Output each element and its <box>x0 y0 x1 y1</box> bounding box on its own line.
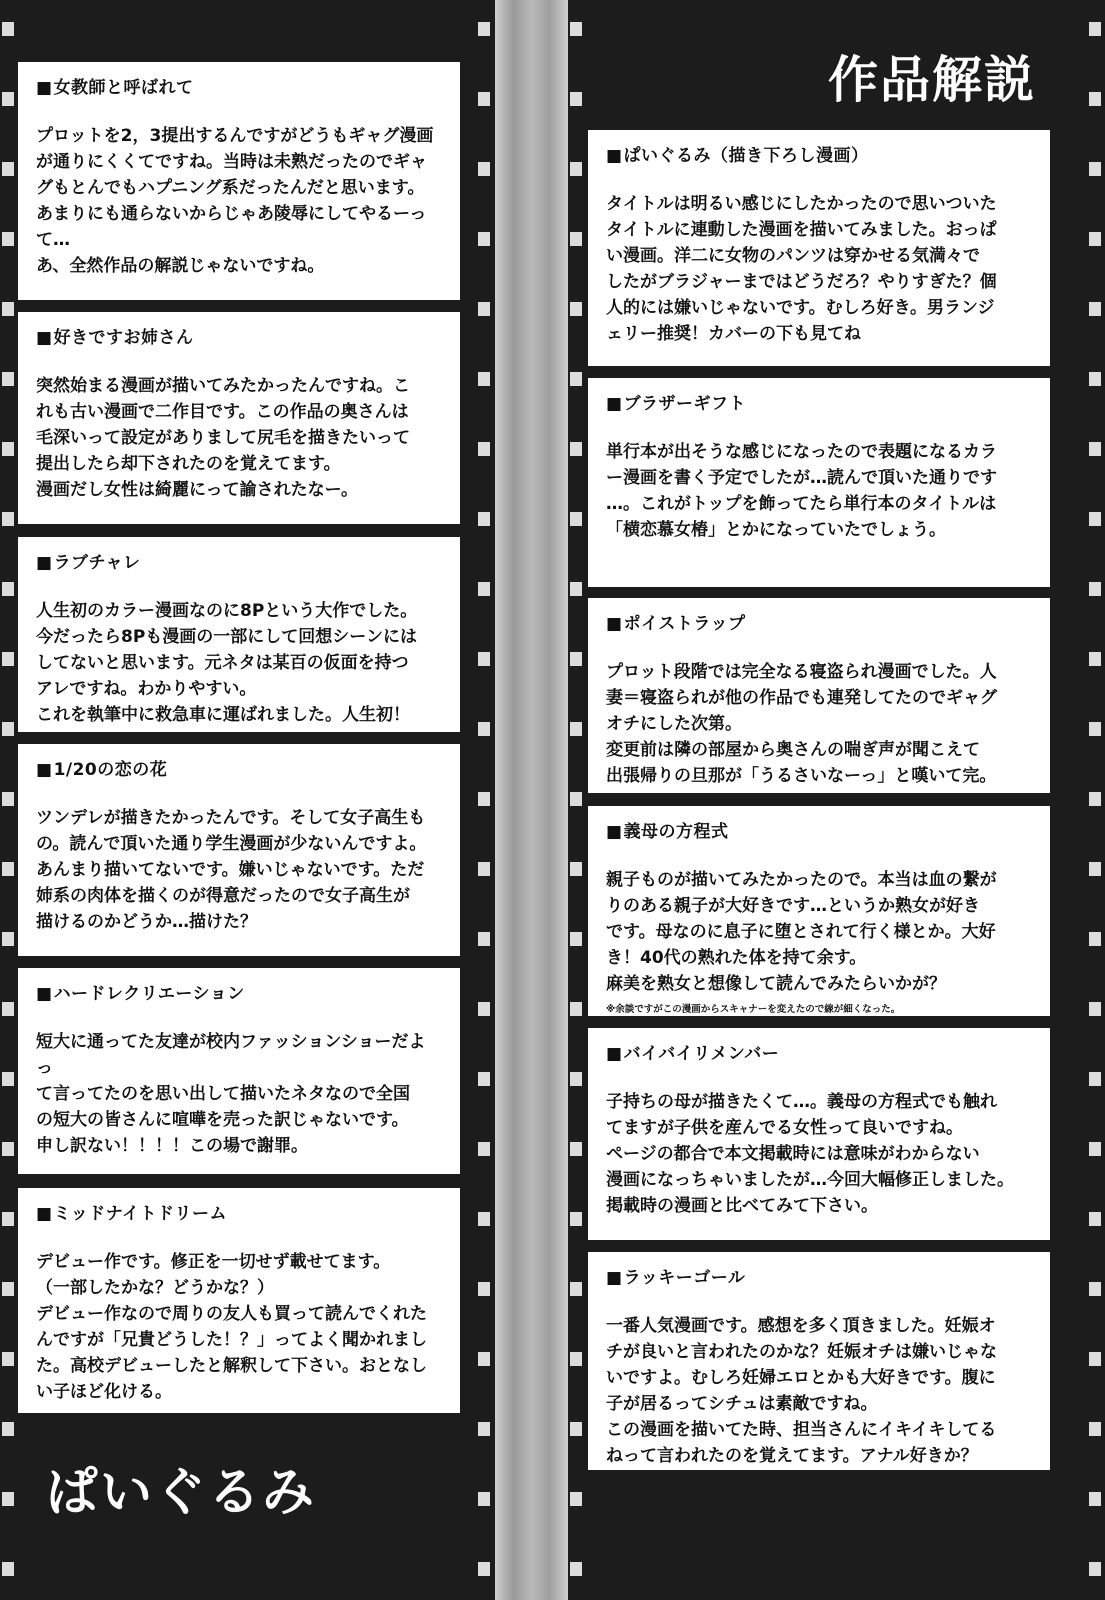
panel-line: の。読んで頂いた通り学生漫画が少ないんですよ。 <box>36 834 427 855</box>
panel-line: 麻美を熟女と想像して読んでみたらいかが？ <box>606 973 946 994</box>
panel-line: ページの都合で本文掲載時には意味がわからない <box>606 1144 980 1165</box>
book-title: ぱいぐるみ <box>46 1463 317 1523</box>
commentary-panel <box>18 1188 460 1413</box>
panel-line: 掲載時の漫画と比べてみて下さい。 <box>606 1195 878 1216</box>
panel-line: んですが「兄貴どうした！？」ってよく聞かれまし <box>36 1329 427 1350</box>
panel-line: ツンデレが描きたかったんです。そして女子高生も <box>36 808 426 829</box>
sprocket-holes <box>570 0 582 1600</box>
commentary-panel <box>588 1028 1050 1240</box>
commentary-panel <box>588 130 1050 366</box>
panel-body <box>606 192 1032 347</box>
panel-line: が通りにくくてですね。当時は未熟だったのでギャ <box>36 152 427 173</box>
panel-title: ■ ミッドナイトドリーム <box>36 1204 442 1224</box>
panel-body <box>36 1250 442 1405</box>
commentary-panel <box>18 968 460 1174</box>
commentary-panel <box>18 312 460 524</box>
panel-line: 単行本が出そうな感じになったので表題になるカラ <box>606 442 997 463</box>
panel-title: ■ 好きですお姉さん <box>36 328 442 348</box>
panel-line: 毛深いって設定がありまして尻毛を描きたいって <box>36 428 410 449</box>
panel-line: したがブラジャーまではどうだろ？やりすぎた？個 <box>606 271 997 292</box>
panel-line: た。高校デビューしたと解釈して下さい。おとなし <box>36 1355 427 1376</box>
panel-line: 姉系の肉体を描くのが得意だったので女子高生が <box>36 885 410 906</box>
commentary-panel <box>588 598 1050 793</box>
panel-line: りのある親子が大好きです…というか熟女が好き <box>606 896 980 917</box>
panel-line: てますが子供を産んでる女性って良いですね。 <box>606 1118 963 1139</box>
panel-line: 変更前は隣の部屋から奥さんの喘ぎ声が聞こえて <box>606 739 980 760</box>
panel-body <box>36 124 442 279</box>
commentary-panel <box>18 537 460 732</box>
panel-line: い漫画。洋二に女物のパンツは穿かせる気満々で <box>606 246 980 267</box>
panel-line: 人的には嫌いじゃないです。むしろ好き。男ランジ <box>606 297 995 318</box>
panel-line: ねって言われたのを覚えてます。アナル好きか？ <box>606 1445 978 1466</box>
panel-line: ェリー推奨！カバーの下も見てね <box>606 323 861 344</box>
panel-line: アレですね。わかりやすい。 <box>36 678 257 699</box>
panel-line: タイトルに連動した漫画を描いてみました。おっぱ <box>606 220 997 241</box>
panel-line: （一部したかな？どうかな？） <box>36 1278 274 1299</box>
commentary-panel <box>18 744 460 956</box>
panel-title: ■ ポイストラップ <box>606 614 1032 634</box>
sprocket-holes <box>1089 0 1101 1600</box>
page-title: 作品解説 <box>828 51 1036 109</box>
panel-title: ■ 1/20の恋の花 <box>36 760 442 780</box>
sprocket-holes <box>2 0 14 1600</box>
panel-title: ■ ラブチャレ <box>36 553 442 573</box>
panel-line: です。母なのに息子に堕とされて行く様とか。大好 <box>606 922 996 943</box>
commentary-panel <box>588 1252 1050 1470</box>
panel-line: 漫画だし女性は綺麗にって諭されたなー。 <box>36 479 358 500</box>
panel-title: ■ ラッキーゴール <box>606 1268 1032 1288</box>
panel-line: 妻＝寝盗られが他の作品でも連発してたのでギャグ <box>606 688 997 709</box>
film-gap <box>495 0 568 1600</box>
panel-line: 提出したら却下されたのを覚えてます。 <box>36 453 341 474</box>
panel-line: いですよ。むしろ妊婦エロとかも大好きです。腹に <box>606 1368 996 1389</box>
panel-title: ■ ぱいぐるみ（描き下ろし漫画） <box>606 146 1032 166</box>
panel-line: て言ってたのを思い出して描いたネタなので全国 <box>36 1084 410 1105</box>
panel-line: あまりにも通らないからじゃあ陵辱にしてやるーっ <box>36 203 427 224</box>
panel-note: ※余談ですがこの漫画からスキャナーを変えたので線が細くなった。 <box>606 1003 901 1015</box>
panel-line: あ、全然作品の解説じゃないですね。 <box>36 255 325 276</box>
panel-line: タイトルは明るい感じにしたかったので思いついた <box>606 194 997 215</box>
panel-line: 描けるのかどうか…描けた？ <box>36 911 257 932</box>
panel-line: 「横恋慕女椿」とかになっていたでしょう。 <box>606 519 946 540</box>
panel-line: 一番人気漫画です。感想を多く頂きました。妊娠オ <box>606 1316 996 1337</box>
panel-body <box>606 440 1032 543</box>
panel-line: デビュー作です。修正を一切せず載せてます。 <box>36 1252 391 1273</box>
panel-title: ■ バイバイリメンバー <box>606 1044 1032 1064</box>
panel-line: て… <box>36 229 70 250</box>
panel-line: 人生初のカラー漫画なのに8Pという大作でした。 <box>36 601 418 622</box>
panel-line: デビュー作なので周りの友人も買って読んでくれた <box>36 1304 427 1325</box>
panel-body <box>606 868 1032 997</box>
panel-title: ■ 女教師と呼ばれて <box>36 78 442 98</box>
panel-body <box>606 1090 1032 1219</box>
panel-line: い子ほど化ける。 <box>36 1381 172 1402</box>
panel-body <box>36 599 442 728</box>
panel-body <box>606 1314 1032 1469</box>
sprocket-holes <box>478 0 490 1600</box>
panel-line: 出張帰りの旦那が「うるさいなーっ」と嘆いて完。 <box>606 765 997 786</box>
panel-line: プロットを2，3提出するんですがどうもギャグ漫画 <box>36 126 434 147</box>
panel-line: 親子ものが描いてみたかったので。本当は血の繋が <box>606 870 997 891</box>
panel-line: これを執筆中に救急車に運ばれました。人生初！ <box>36 704 410 725</box>
panel-line: 子持ちの母が描きたくて…。義母の方程式でも触れ <box>606 1092 997 1113</box>
panel-line: チが良いと言われたのかな？妊娠オチは嫌いじゃな <box>606 1342 997 1363</box>
panel-line: の短大の皆さんに喧嘩を売った訳じゃないです。 <box>36 1109 409 1130</box>
panel-line: グもとんでもハプニング系だったんだと思います。 <box>36 178 425 199</box>
panel-line: 申し訳ない！！！！この場で謝罪。 <box>36 1135 308 1156</box>
panel-line: き！40代の熟れた体を持て余す。 <box>606 947 867 968</box>
panel-body <box>606 660 1032 789</box>
panel-title: ■ ハードレクリエーション <box>36 984 442 1004</box>
panel-line: あんまり描いてないです。嫌いじゃないです。ただ <box>36 860 425 881</box>
panel-line: 子が居るってシチュは素敵ですね。 <box>606 1393 878 1414</box>
panel-body <box>36 374 442 503</box>
panel-line: この漫画を描いてた時、担当さんにイキイキしてる <box>606 1419 997 1440</box>
panel-line: ー漫画を書く予定でしたが…読んで頂いた通りです <box>606 468 997 489</box>
panel-body <box>36 1030 442 1159</box>
panel-line: 漫画になっちゃいましたが…今回大幅修正しました。 <box>606 1169 1014 1190</box>
panel-line: …。これがトップを飾ってたら単行本のタイトルは <box>606 494 997 515</box>
panel-body <box>36 806 442 935</box>
commentary-panel <box>18 62 460 300</box>
panel-line: 短大に通ってた友達が校内ファッションショーだよっ <box>36 1032 426 1079</box>
panel-line: れも古い漫画で二作目です。この作品の奥さんは <box>36 402 409 423</box>
panel-line: 今だったら8Pも漫画の一部にして回想シーンには <box>36 627 417 648</box>
panel-title: ■ 義母の方程式 <box>606 822 1032 842</box>
commentary-panel <box>588 378 1050 587</box>
panel-title: ■ ブラザーギフト <box>606 394 1032 414</box>
commentary-panel <box>588 806 1050 1016</box>
panel-line: してないと思います。元ネタは某百の仮面を持つ <box>36 653 409 674</box>
panel-line: 突然始まる漫画が描いてみたかったんですね。こ <box>36 376 410 397</box>
panel-line: プロット段階では完全なる寝盗られ漫画でした。人 <box>606 662 997 683</box>
panel-line: オチにした次第。 <box>606 714 742 735</box>
